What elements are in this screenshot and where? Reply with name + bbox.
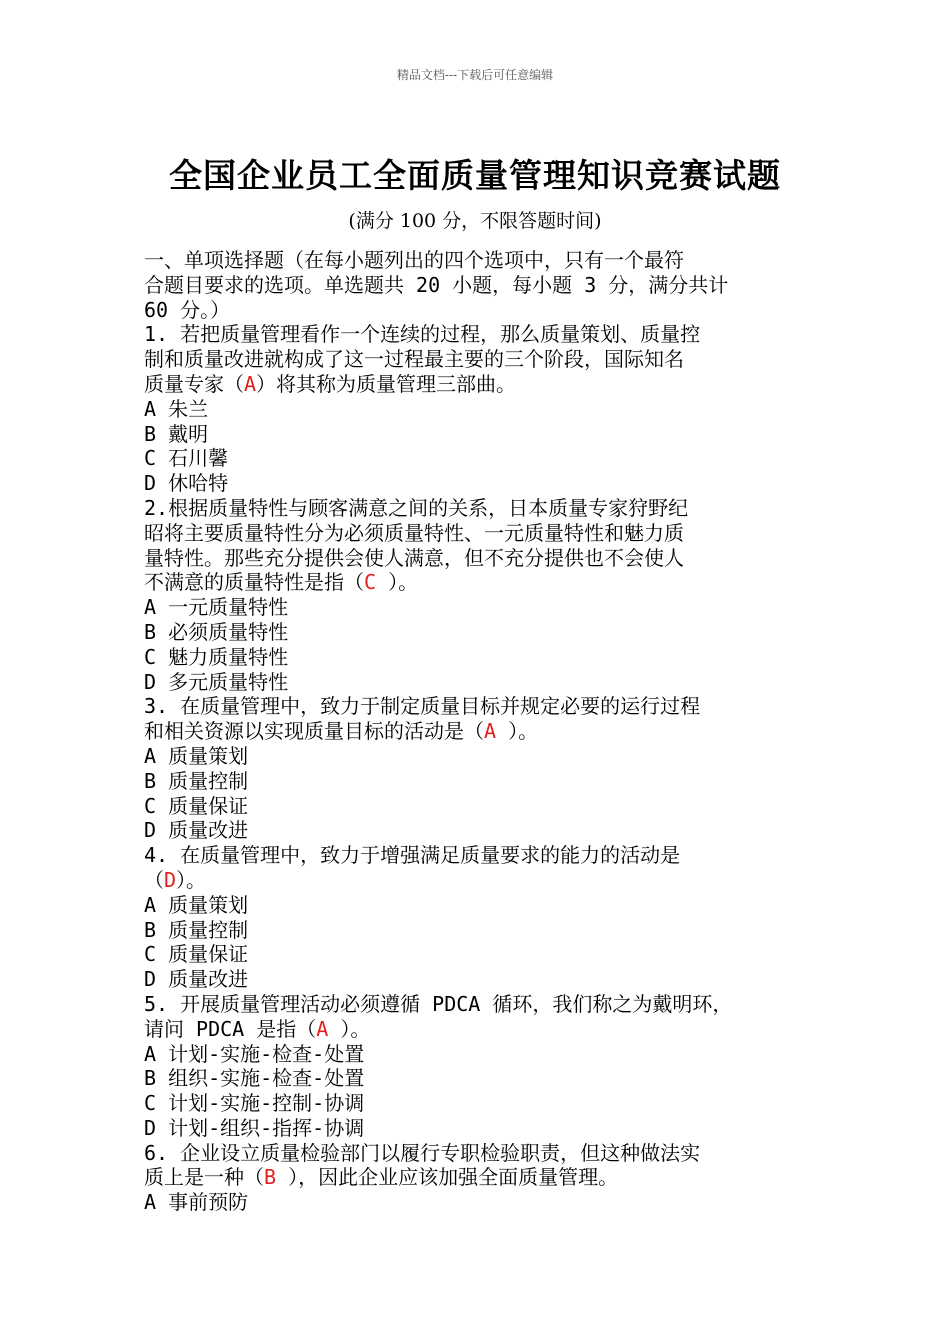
stem-text: 请问 PDCA 是指（ (144, 1016, 317, 1041)
option-item: C 质量保证 (144, 793, 249, 818)
option-item: A 计划-实施-检查-处置 (144, 1041, 365, 1066)
page-header: 精品文档---下载后可任意编辑 (396, 68, 554, 82)
question-stem-line (144, 496, 834, 521)
stem-text: 5. 开展质量管理活动必须遵循 PDCA 循环，我们称之为戴明环， (144, 991, 733, 1016)
stem-text: ）将其称为质量管理三部曲。 (256, 371, 517, 396)
question-block (144, 1141, 834, 1215)
option-item: A 质量策划 (144, 892, 249, 917)
option-item: C 石川馨 (144, 446, 229, 471)
answer-mark: C (364, 570, 377, 595)
question-stem-line (144, 843, 834, 868)
question-content (144, 248, 834, 1215)
stem-text: 昭将主要质量特性分为必须质量特性、一元质量特性和魅力质 (144, 520, 684, 545)
question-block (144, 322, 834, 496)
stem-text: 不满意的质量特性是指（ (144, 570, 364, 595)
stem-text: 6. 企业设立质量检验部门以履行专职检验职责，但这种做法实 (144, 1140, 701, 1165)
stem-text: 3. 在质量管理中，致力于制定质量目标并规定必要的运行过程 (144, 694, 701, 719)
question-stem-line (144, 521, 834, 546)
section-line: 一、单项选择题（在每小题列出的四个选项中，只有一个最符 (144, 248, 684, 272)
option-item: B 组织-实施-检查-处置 (144, 1066, 365, 1091)
question-stem-line (144, 322, 834, 347)
stem-text: 质上是一种（ (144, 1165, 264, 1190)
question-stem-line (144, 372, 834, 397)
option-item: A 质量策划 (144, 743, 249, 768)
question-block (144, 694, 834, 843)
question-stem-line (144, 546, 834, 571)
option-item: D 质量改进 (144, 818, 249, 843)
page-title: 全国企业员工全面质量管理知识竞赛试题 (169, 156, 781, 195)
question-stem-line (144, 347, 834, 372)
option-item: A 朱兰 (144, 396, 209, 421)
option-item: C 质量保证 (144, 942, 249, 967)
question-stem-line (144, 694, 834, 719)
section-heading (144, 248, 834, 322)
question-block (144, 992, 834, 1141)
stem-text: ）。 (376, 570, 419, 595)
option-item: C 魅力质量特性 (144, 644, 289, 669)
option-item: B 质量控制 (144, 768, 249, 793)
option-item: C 计划-实施-控制-协调 (144, 1091, 365, 1116)
option-item: D 多元质量特性 (144, 669, 289, 694)
stem-text: ）。 (496, 719, 539, 744)
stem-text: ），因此企业应该加强全面质量管理。 (276, 1165, 619, 1190)
option-item: A 一元质量特性 (144, 595, 289, 620)
answer-mark: D (164, 867, 177, 892)
question-stem-line (144, 992, 834, 1017)
stem-text: 1. 若把质量管理看作一个连续的过程，那么质量策划、质量控 (144, 322, 701, 347)
question-stem-line (144, 868, 834, 893)
stem-text: 量特性。那些充分提供会使人满意，但不充分提供也不会使人 (144, 545, 684, 570)
answer-mark: A (484, 719, 497, 744)
stem-text: 4. 在质量管理中，致力于增强满足质量要求的能力的活动是 (144, 843, 681, 868)
answer-mark: B (264, 1165, 277, 1190)
question-block (144, 843, 834, 992)
option-item: D 质量改进 (144, 967, 249, 992)
option-item: A 事前预防 (144, 1190, 249, 1215)
question-stem-line (144, 1165, 834, 1190)
section-line: 合题目要求的选项。单选题共 20 小题，每小题 3 分，满分共计 (144, 272, 729, 297)
question-stem-line (144, 570, 834, 595)
answer-mark: A (244, 371, 257, 396)
stem-text: ）。 (328, 1016, 371, 1041)
option-item: B 质量控制 (144, 917, 249, 942)
answer-mark: A (316, 1016, 329, 1041)
option-item: D 计划-组织-指挥-协调 (144, 1115, 365, 1140)
stem-text: 2.根据质量特性与顾客满意之间的关系，日本质量专家狩野纪 (144, 495, 689, 520)
question-block (144, 496, 834, 694)
question-stem-line (144, 1017, 834, 1042)
option-item: B 戴明 (144, 421, 209, 446)
option-item: D 休哈特 (144, 471, 229, 496)
stem-text: 制和质量改进就构成了这一过程最主要的三个阶段，国际知名 (144, 347, 684, 372)
section-line: 60 分。） (144, 297, 231, 322)
stem-text: ）。 (176, 867, 207, 892)
stem-text: 和相关资源以实现质量目标的活动是（ (144, 719, 484, 744)
stem-text: （ (144, 867, 164, 892)
page-subtitle: (满分 100 分，不限答题时间) (348, 210, 602, 232)
stem-text: 质量专家（ (144, 371, 244, 396)
option-item: B 必须质量特性 (144, 619, 289, 644)
question-stem-line (144, 719, 834, 744)
question-stem-line (144, 1141, 834, 1166)
